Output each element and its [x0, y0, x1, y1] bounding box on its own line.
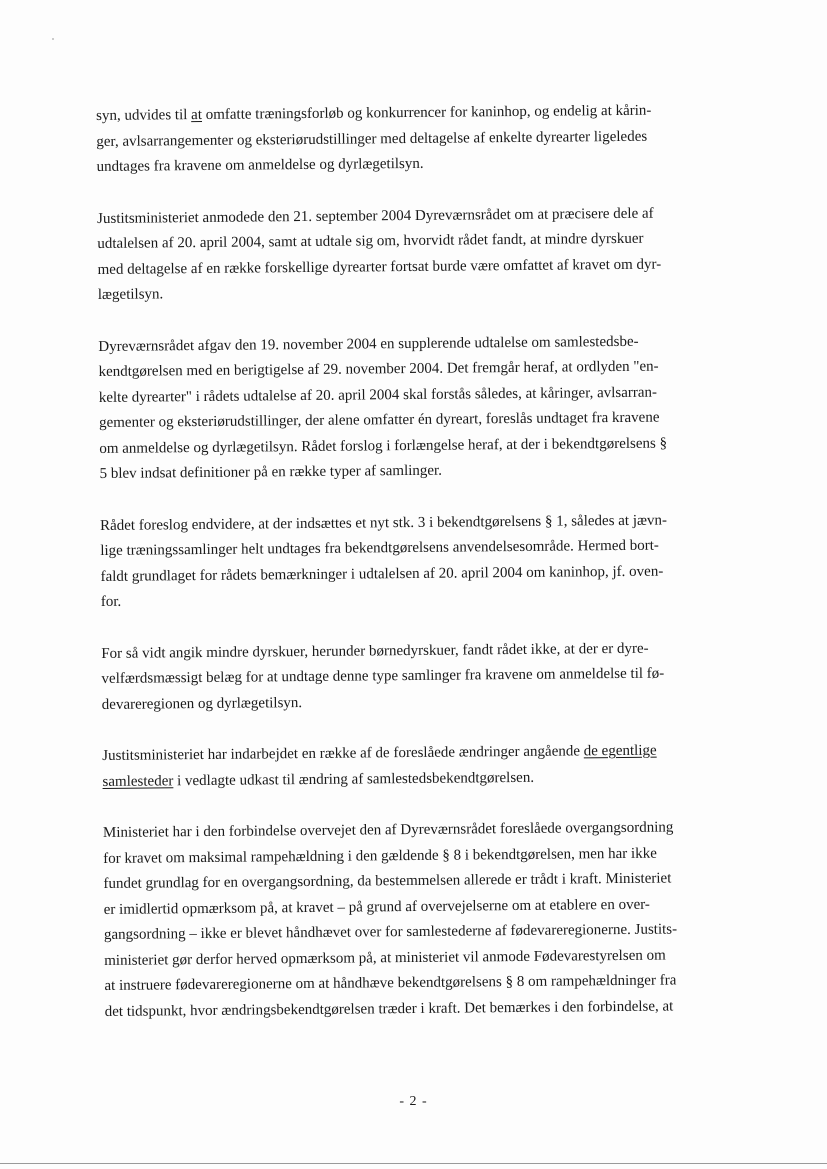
text-line: For så vidt angik mindre dyrskuer, herunder børnedyrskuer, fandt rådet ikke, at der er dyre-	[101, 640, 649, 662]
text-line: gementer og eksteriørudstillinger, der alene omfatter én dyreart, foreslås undtaget fra kravene	[98, 409, 660, 431]
text-line: om anmeldelse og dyrlægetilsyn. Rådet forslog i forlængelse heraf, at der i bekendtgørelsens §	[99, 435, 668, 457]
paragraph-7	[103, 815, 760, 1025]
text-line: lige træningssamlinger helt undtages fra bekendtgørelsens anvendelsesområde. Hermed bort-	[100, 537, 659, 559]
text-line: Ministeriet har i den forbindelse overvejet den af Dyreværnsrådet foreslåede overgangsordning	[102, 819, 674, 841]
text-line: kelte dyrearter" i rådets udtalelse af 20. april 2004 skal forstås således, at kåringer, avlsarran-	[98, 384, 658, 406]
underlined-phrase: de egentlige	[583, 742, 657, 760]
paragraph-3	[98, 328, 754, 487]
text-line: 5 blev indsat definitioner på en række typer af samlinger.	[99, 462, 443, 482]
text-line: for.	[100, 593, 122, 610]
text-line: undtages fra kravene om anmeldelse og dyrlægetilsyn.	[96, 155, 424, 175]
text-line: gangsordning – ikke er blevet håndhævet over for samlestederne af fødevareregionerne. Justits-	[103, 921, 678, 943]
text-line: devareregionen og dyrlægetilsyn.	[101, 694, 303, 713]
text-line: ger, avlsarrangementer og eksteriørudstillinger med deltagelse af enkelte dyrearter ligeledes	[96, 128, 648, 150]
text-line: syn, udvides til at omfatte træningsforløb og konkurrencer for kaninhop, og endelig at kårin-	[96, 102, 652, 124]
text-line: Justitsministeriet har indarbejdet en række af de foreslåede ændringer angående de egentlige	[102, 742, 657, 764]
text-line: fundet grundlag for en overgangsordning, da bestemmelsen allerede er trådt i kraft. Ministeriet	[103, 870, 672, 892]
body-text	[96, 98, 760, 1051]
page-number: - 2 -	[399, 1094, 428, 1109]
text-line: ministeriet gør derfor herved opmærksom på, at ministeriet vil anmode Fødevarestyrelsen om	[104, 947, 666, 969]
paragraph-1	[96, 98, 752, 181]
text-line: velfærdsmæssigt belæg for at undtage denne type samlinger fra kravene om anmeldelse til fø-	[101, 665, 665, 687]
text-line: Rådet foreslog endvidere, at der indsættes et nyt stk. 3 i bekendtgørelsens § 1, således at jævn-	[99, 512, 668, 534]
paragraph-5	[101, 635, 757, 718]
scan-speck	[52, 38, 54, 40]
text-line: med deltagelse af en række forskellige dyrearter fortsat burde være omfattet af kravet om dyr-	[97, 256, 662, 278]
paragraph-6	[102, 738, 757, 795]
text-line: for kravet om maksimal rampehældning i den gældende § 8 i bekendtgørelsen, men har ikke	[103, 845, 657, 867]
underlined-phrase: samlesteder	[102, 772, 174, 790]
text-line: er imidlertid opmærksom på, at kravet – på grund af overvejelserne om at etablere en over-	[103, 896, 650, 918]
text-line: lægetilsyn.	[97, 286, 164, 303]
page-bottom-edge	[0, 1163, 827, 1164]
paragraph-4	[100, 507, 756, 615]
text-line: Dyreværnsrådet afgav den 19. november 2004 en supplerende udtalelse om samlestedsbe-	[98, 333, 639, 355]
text-line: at instruere fødevareregionerne om at håndhæve bekendtgørelsens § 8 om rampehældninger fra	[104, 972, 677, 994]
text-line: Justitsministeriet anmodede den 21. september 2004 Dyreværnsrådet om at præcisere dele af	[97, 205, 654, 227]
underlined-phrase: at	[191, 106, 203, 124]
text-line: det tidspunkt, hvor ændringsbekendtgørelsen træder i kraft. Det bemærkes i den forbindelse, at	[104, 998, 674, 1020]
text-line: samlesteder i vedlagte udkast til ændring af samlestedsbekendtgørelsen.	[102, 769, 535, 790]
paragraph-2	[97, 200, 753, 308]
text-line: faldt grundlaget for rådets bemærkninger i udtalelsen af 20. april 2004 om kaninhop, jf. oven-	[100, 563, 664, 585]
text-line: udtalelsen af 20. april 2004, samt at udtale sig om, hvorvidt rådet fandt, at mindre dyrskuer	[97, 230, 644, 252]
text-line: kendtgørelsen med en berigtigelse af 29. november 2004. Det fremgår heraf, at ordlyden "en-	[98, 358, 659, 380]
